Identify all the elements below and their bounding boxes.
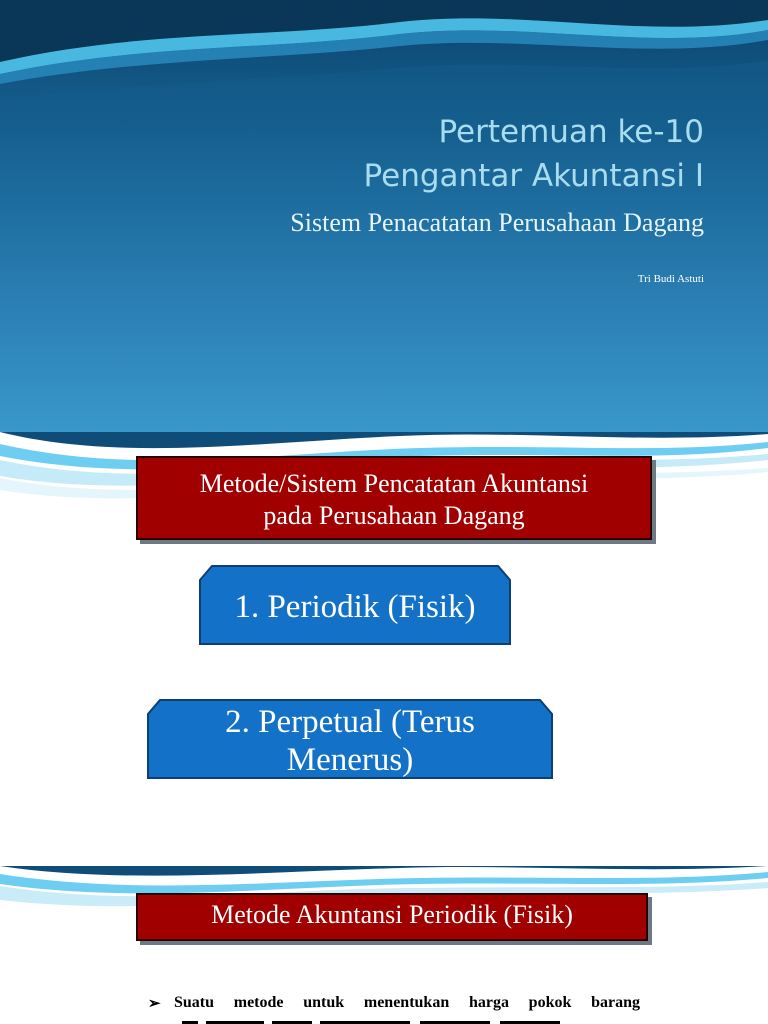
presentation-subtitle: Sistem Penacatatan Perusahaan Dagang xyxy=(290,208,704,237)
section-heading: Metode Akuntansi Periodik (Fisik) xyxy=(136,893,648,941)
title-line-2: Pengantar Akuntansi I xyxy=(363,158,704,194)
option-perpetual-line-1: 2. Perpetual (Terus xyxy=(225,704,475,740)
option-periodik: 1. Periodik (Fisik) xyxy=(234,589,476,625)
bullet-item xyxy=(148,994,640,1012)
title-line-1: Pertemuan ke-10 xyxy=(438,114,704,150)
periodic-method-slide xyxy=(0,866,768,1024)
option-perpetual xyxy=(148,703,552,779)
option-perpetual-line-2: Menerus) xyxy=(286,742,414,778)
title-slide xyxy=(0,0,768,432)
methods-slide xyxy=(0,432,768,866)
heading-line-1: Metode/Sistem Pencatatan Akuntansi xyxy=(199,469,589,498)
presentation-title xyxy=(364,110,704,198)
section-heading xyxy=(136,456,652,540)
bullet-text: Suatu metode untuk menentukan harga pokok barang xyxy=(174,994,640,1011)
heading-line-2: pada Perusahaan Dagang xyxy=(263,501,525,530)
arrow-bullet-icon: ➢ xyxy=(148,996,161,1012)
cut-off-text-line xyxy=(174,1016,640,1024)
author-name: Tri Budi Astuti xyxy=(637,273,704,285)
